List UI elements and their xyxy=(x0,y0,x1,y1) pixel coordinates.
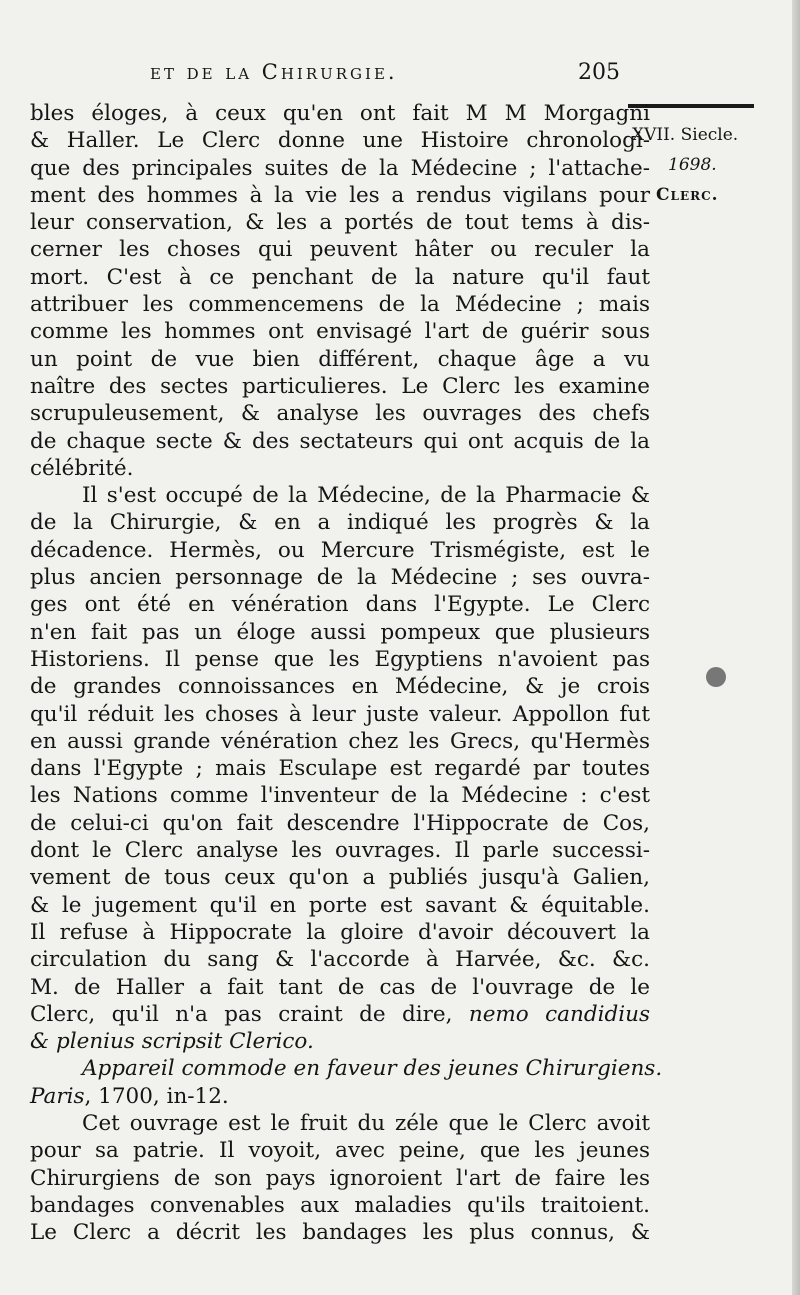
text-line: bandages convenables aux maladies qu'ils traitoient. xyxy=(30,1192,650,1218)
text-line: pour sa patrie. Il voyoit, avec peine, que les jeunes xyxy=(30,1138,650,1164)
text-line: vement de tous ceux qu'on a publiés jusqu'à Galien, xyxy=(30,865,650,891)
page-edge-shadow xyxy=(792,0,800,1295)
text-line: comme les hommes ont envisagé l'art de guérir sous xyxy=(30,319,650,345)
text-line: scrupuleusement, & analyse les ouvrages des chefs xyxy=(30,401,650,427)
text-line: dont le Clerc analyse les ouvrages. Il parle successi- xyxy=(30,838,650,864)
text-line: ment des hommes à la vie les a rendus vigilans pour xyxy=(30,182,650,208)
margin-note xyxy=(632,120,792,210)
margin-year: 1698. xyxy=(668,155,717,175)
text-line: de grandes connoissances en Médecine, & je crois xyxy=(30,674,650,700)
book-imprint xyxy=(30,1083,650,1110)
text-line: Le Clerc a décrit les bandages les plus connus, & xyxy=(30,1220,650,1246)
latin-quote: nemo candidius xyxy=(468,1001,650,1027)
text-line: un point de vue bien différent, chaque âge a vu xyxy=(30,346,650,372)
text-line: en aussi grande vénération chez les Grecs, qu'Hermès xyxy=(30,728,650,754)
running-head: et de la Chirurgie. xyxy=(150,60,398,84)
ink-spot xyxy=(706,667,726,687)
text-line: Historiens. Il pense que les Egyptiens n'avoient pas xyxy=(30,646,650,672)
margin-century: XVII. Siecle. xyxy=(632,125,739,145)
text-line: Chirurgiens de son pays ignoroient l'art de faire les xyxy=(30,1165,650,1191)
text-line: décadence. Hermès, ou Mercure Trismégiste, est le xyxy=(30,537,650,563)
text-line: plus ancien personnage de la Médecine ; ses ouvra- xyxy=(30,565,650,591)
text-line: de la Chirurgie, & en a indiqué les progrès & la xyxy=(30,510,650,536)
quote-prefix: Clerc, qu'il n'a pas craint de dire, xyxy=(30,1001,469,1027)
text-line: n'en fait pas un éloge aussi pompeux que plusieurs xyxy=(30,619,650,645)
text-line: & Haller. Le Clerc donne une Histoire chronologi- xyxy=(30,128,650,154)
text-line: bles éloges, à ceux qu'en ont fait M M Morgagni xyxy=(30,101,650,126)
text-line: circulation du sang & l'accorde à Harvée, &c. &c. xyxy=(30,947,650,973)
latin-quote-end: & plenius scripsit Clerico. xyxy=(30,1029,314,1055)
text-line: dans l'Egypte ; mais Esculape est regardé par toutes xyxy=(30,756,650,782)
text-line: ges ont été en vénération dans l'Egypte. Le Clerc xyxy=(30,592,650,618)
text-line: Il s'est occupé de la Médecine, de la Pharmacie & xyxy=(82,483,650,509)
text-line: attribuer les commencemens de la Médecine ; mais xyxy=(30,292,650,318)
text-line: M. de Haller a fait tant de cas de l'ouvrage de le xyxy=(30,974,650,1000)
text-line: célébrité. xyxy=(30,455,134,481)
text-line: leur conservation, & les a portés de tout tems à dis- xyxy=(30,210,650,236)
page-header xyxy=(0,60,800,100)
text-line: mort. C'est à ce penchant de la nature qu'il faut xyxy=(30,264,650,290)
page-number: 205 xyxy=(578,60,620,85)
text-line: Il refuse à Hippocrate la gloire d'avoir découvert la xyxy=(30,919,650,945)
text-line: que des principales suites de la Médecine ; l'attache- xyxy=(30,155,650,181)
margin-author-name: Clerc. xyxy=(656,185,719,205)
imprint-details: , 1700, in-12. xyxy=(84,1083,229,1109)
body-text xyxy=(30,100,663,1246)
text-line: de celui-ci qu'on fait descendre l'Hippocrate de Cos, xyxy=(30,810,650,836)
text-line: naître des sectes particulieres. Le Clerc les examine xyxy=(30,373,650,399)
text-line: cerner les choses qui peuvent hâter ou reculer la xyxy=(30,237,650,263)
text-line: qu'il réduit les choses à leur juste valeur. Appollon fut xyxy=(30,701,650,727)
quote-line xyxy=(30,1001,650,1028)
book-title: Appareil commode en faveur des jeunes Chirurgiens. xyxy=(82,1056,663,1082)
text-line: les Nations comme l'inventeur de la Médecine : c'est xyxy=(30,783,650,809)
imprint-city: Paris xyxy=(30,1083,85,1109)
text-line: de chaque secte & des sectateurs qui ont acquis de la xyxy=(30,428,650,454)
text-line: & le jugement qu'il en porte est savant & équitable. xyxy=(30,892,650,918)
text-line: Cet ouvrage est le fruit du zéle que le Clerc avoit xyxy=(82,1110,650,1136)
